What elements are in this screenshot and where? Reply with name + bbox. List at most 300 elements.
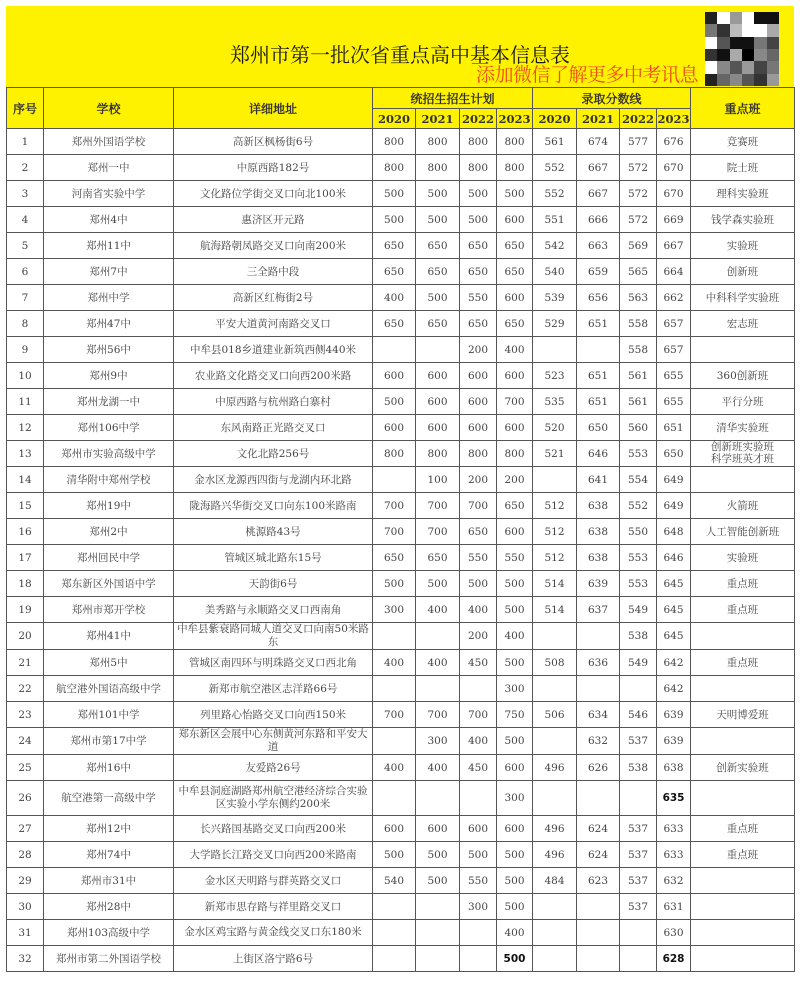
plan-value: 600 (416, 816, 460, 842)
plan-value: 750 (497, 702, 533, 728)
score-value: 651 (577, 363, 620, 389)
qr-code-icon (705, 12, 779, 86)
school-address: 中牟县紫衰路同城人道交叉口向南50米路东 (174, 623, 373, 650)
row-index: 4 (7, 207, 44, 233)
score-value: 630 (657, 920, 691, 946)
plan-value: 300 (373, 597, 416, 623)
key-class: 创新实验班 (691, 755, 795, 781)
plan-value: 650 (373, 311, 416, 337)
qr-pixel (730, 74, 742, 86)
score-value: 662 (657, 285, 691, 311)
table-row (7, 597, 795, 623)
score-value: 651 (577, 311, 620, 337)
key-class (691, 337, 795, 363)
key-class: 重点班 (691, 816, 795, 842)
plan-value: 500 (373, 571, 416, 597)
header-score-year: 2022 (620, 109, 657, 129)
plan-value: 800 (416, 129, 460, 155)
score-value: 642 (657, 676, 691, 702)
table-row (7, 311, 795, 337)
score-value: 635 (657, 781, 691, 816)
school-name: 郑州41中 (44, 623, 174, 650)
score-value: 538 (620, 623, 657, 650)
score-value: 657 (657, 311, 691, 337)
score-value (533, 337, 577, 363)
plan-value (460, 920, 497, 946)
table-row (7, 259, 795, 285)
table-row (7, 571, 795, 597)
table-row (7, 676, 795, 702)
score-value: 633 (657, 816, 691, 842)
school-name: 郑东新区外国语中学 (44, 571, 174, 597)
key-class: 竞赛班 (691, 129, 795, 155)
score-value: 641 (577, 467, 620, 493)
school-address: 惠济区开元路 (174, 207, 373, 233)
qr-pixel (705, 49, 717, 61)
header-index: 序号 (7, 88, 44, 129)
score-value: 523 (533, 363, 577, 389)
score-value: 537 (620, 728, 657, 755)
table-row (7, 467, 795, 493)
plan-value: 800 (373, 129, 416, 155)
plan-value: 400 (460, 728, 497, 755)
plan-value: 500 (373, 181, 416, 207)
school-name: 郑州101中学 (44, 702, 174, 728)
score-value (577, 920, 620, 946)
key-class (691, 868, 795, 894)
school-address: 中牟县018乡道建业新筑西侧440米 (174, 337, 373, 363)
score-value: 537 (620, 816, 657, 842)
score-value: 664 (657, 259, 691, 285)
score-value: 667 (577, 155, 620, 181)
score-value: 512 (533, 493, 577, 519)
school-address: 友爱路26号 (174, 755, 373, 781)
row-index: 7 (7, 285, 44, 311)
plan-value: 600 (460, 415, 497, 441)
row-index: 25 (7, 755, 44, 781)
qr-pixel (705, 12, 717, 24)
row-index: 32 (7, 946, 44, 972)
score-value: 549 (620, 597, 657, 623)
plan-value: 600 (416, 363, 460, 389)
score-value (533, 676, 577, 702)
score-value: 553 (620, 571, 657, 597)
table-row (7, 181, 795, 207)
row-index: 29 (7, 868, 44, 894)
plan-value: 600 (497, 363, 533, 389)
key-class: 实验班 (691, 233, 795, 259)
score-value: 563 (620, 285, 657, 311)
plan-value: 500 (497, 181, 533, 207)
school-address: 金水区鸡宝路与黄金线交叉口东180米 (174, 920, 373, 946)
qr-pixel (742, 61, 754, 73)
key-class: 重点班 (691, 650, 795, 676)
plan-value: 800 (416, 155, 460, 181)
school-name: 郑州11中 (44, 233, 174, 259)
table-row (7, 781, 795, 816)
school-name: 郑州一中 (44, 155, 174, 181)
key-class (691, 441, 795, 467)
plan-value: 550 (460, 545, 497, 571)
plan-value: 400 (416, 597, 460, 623)
score-value (577, 337, 620, 363)
row-index: 17 (7, 545, 44, 571)
score-value: 646 (657, 545, 691, 571)
qr-pixel (730, 61, 742, 73)
plan-value: 600 (497, 207, 533, 233)
plan-value: 650 (460, 519, 497, 545)
plan-value: 200 (497, 467, 533, 493)
key-class: 清华实验班 (691, 415, 795, 441)
score-value: 514 (533, 597, 577, 623)
score-value: 651 (577, 389, 620, 415)
score-value (620, 920, 657, 946)
score-value: 539 (533, 285, 577, 311)
row-index: 26 (7, 781, 44, 816)
key-class: 理科实验班 (691, 181, 795, 207)
qr-pixel (705, 61, 717, 73)
score-value (577, 623, 620, 650)
row-index: 9 (7, 337, 44, 363)
key-class: 重点班 (691, 597, 795, 623)
score-value: 626 (577, 755, 620, 781)
plan-value (416, 676, 460, 702)
row-index: 5 (7, 233, 44, 259)
school-info-table (6, 87, 795, 972)
plan-value: 650 (497, 311, 533, 337)
plan-value: 700 (460, 493, 497, 519)
plan-value: 500 (460, 207, 497, 233)
score-value: 645 (657, 571, 691, 597)
plan-value: 800 (373, 441, 416, 467)
qr-pixel (717, 37, 729, 49)
score-value: 537 (620, 842, 657, 868)
plan-value (416, 920, 460, 946)
plan-value: 800 (460, 441, 497, 467)
header-address: 详细地址 (174, 88, 373, 129)
plan-value: 650 (460, 259, 497, 285)
key-class (691, 920, 795, 946)
plan-value: 600 (416, 415, 460, 441)
school-name: 郑州5中 (44, 650, 174, 676)
score-value: 639 (657, 702, 691, 728)
table-row (7, 415, 795, 441)
plan-value (373, 920, 416, 946)
plan-value (416, 781, 460, 816)
school-name: 郑州市实验高级中学 (44, 441, 174, 467)
school-address: 美秀路与永顺路交叉口西南角 (174, 597, 373, 623)
key-class: 实验班 (691, 545, 795, 571)
school-address: 新郑市思存路与祥里路交叉口 (174, 894, 373, 920)
school-name: 郑州47中 (44, 311, 174, 337)
score-value: 667 (657, 233, 691, 259)
plan-value: 800 (497, 155, 533, 181)
qr-pixel (742, 37, 754, 49)
plan-value: 500 (460, 181, 497, 207)
row-index: 16 (7, 519, 44, 545)
school-address: 郑东新区会展中心东侧黄河东路和平安大道 (174, 728, 373, 755)
table-row (7, 285, 795, 311)
qr-pixel (717, 74, 729, 86)
score-value: 632 (657, 868, 691, 894)
qr-pixel (717, 61, 729, 73)
plan-value: 650 (460, 233, 497, 259)
score-value: 656 (577, 285, 620, 311)
score-value: 553 (620, 545, 657, 571)
school-name: 航空港第一高级中学 (44, 781, 174, 816)
plan-value (460, 781, 497, 816)
qr-pixel (754, 49, 766, 61)
row-index: 2 (7, 155, 44, 181)
qr-pixel (742, 49, 754, 61)
plan-value: 300 (460, 894, 497, 920)
plan-value: 500 (416, 571, 460, 597)
score-value: 639 (657, 728, 691, 755)
score-value: 558 (620, 337, 657, 363)
score-value: 508 (533, 650, 577, 676)
plan-value: 500 (416, 285, 460, 311)
plan-value: 500 (373, 842, 416, 868)
school-address: 航海路朝凤路交叉口向南200米 (174, 233, 373, 259)
school-address: 列里路心怡路交叉口向西150米 (174, 702, 373, 728)
plan-value (373, 467, 416, 493)
score-value: 676 (657, 129, 691, 155)
plan-value: 650 (416, 311, 460, 337)
qr-pixel (754, 37, 766, 49)
plan-value: 500 (497, 728, 533, 755)
score-value (620, 781, 657, 816)
plan-value: 400 (497, 623, 533, 650)
plan-value: 700 (416, 493, 460, 519)
plan-value: 650 (373, 259, 416, 285)
table-row (7, 441, 795, 467)
school-name: 郑州106中学 (44, 415, 174, 441)
school-address: 天韵街6号 (174, 571, 373, 597)
plan-value: 500 (497, 842, 533, 868)
row-index: 14 (7, 467, 44, 493)
plan-value: 700 (460, 702, 497, 728)
plan-value: 500 (497, 597, 533, 623)
row-index: 13 (7, 441, 44, 467)
key-class (691, 728, 795, 755)
score-value: 577 (620, 129, 657, 155)
plan-value: 800 (416, 441, 460, 467)
plan-value: 550 (460, 868, 497, 894)
row-index: 12 (7, 415, 44, 441)
qr-pixel (742, 24, 754, 36)
table-row (7, 493, 795, 519)
qr-pixel (705, 37, 717, 49)
score-value: 638 (577, 519, 620, 545)
plan-value: 600 (497, 816, 533, 842)
table-row (7, 650, 795, 676)
plan-value (460, 946, 497, 972)
plan-value (416, 894, 460, 920)
plan-value: 800 (497, 441, 533, 467)
score-value: 572 (620, 207, 657, 233)
school-name: 河南省实验中学 (44, 181, 174, 207)
plan-value: 650 (497, 259, 533, 285)
header-plan-year: 2020 (373, 109, 416, 129)
qr-pixel (754, 24, 766, 36)
plan-value: 800 (460, 155, 497, 181)
qr-pixel (742, 12, 754, 24)
plan-value: 650 (497, 493, 533, 519)
plan-value: 400 (460, 597, 497, 623)
qr-pixel (730, 12, 742, 24)
score-value: 659 (577, 259, 620, 285)
key-class: 人工智能创新班 (691, 519, 795, 545)
score-value (577, 894, 620, 920)
wechat-promo-text: 添加微信了解更多中考讯息 (476, 64, 699, 86)
school-address: 桃源路43号 (174, 519, 373, 545)
plan-value: 500 (373, 389, 416, 415)
score-value: 569 (620, 233, 657, 259)
table-row (7, 755, 795, 781)
school-address: 中牟县洞庭湖路郑州航空港经济综合实验区实验小学东侧约200米 (174, 781, 373, 816)
plan-value (373, 337, 416, 363)
qr-pixel (754, 61, 766, 73)
score-value: 537 (620, 868, 657, 894)
school-address: 平安大道黄河南路交叉口 (174, 311, 373, 337)
school-address: 三全路中段 (174, 259, 373, 285)
plan-value: 550 (497, 545, 533, 571)
row-index: 20 (7, 623, 44, 650)
key-class: 重点班 (691, 571, 795, 597)
school-name: 航空港外国语高级中学 (44, 676, 174, 702)
row-index: 1 (7, 129, 44, 155)
row-index: 21 (7, 650, 44, 676)
school-name: 郑州外国语学校 (44, 129, 174, 155)
score-value (620, 676, 657, 702)
score-value: 560 (620, 415, 657, 441)
school-name: 郑州19中 (44, 493, 174, 519)
row-index: 10 (7, 363, 44, 389)
plan-value (416, 946, 460, 972)
score-value: 561 (533, 129, 577, 155)
table-row (7, 545, 795, 571)
score-value (533, 946, 577, 972)
school-name: 郑州12中 (44, 816, 174, 842)
score-value: 520 (533, 415, 577, 441)
score-value: 561 (620, 389, 657, 415)
score-value: 637 (577, 597, 620, 623)
school-address: 高新区枫杨街6号 (174, 129, 373, 155)
plan-value: 800 (373, 155, 416, 181)
score-value: 535 (533, 389, 577, 415)
score-value (577, 946, 620, 972)
plan-value: 600 (373, 415, 416, 441)
plan-value: 500 (416, 842, 460, 868)
qr-pixel (717, 49, 729, 61)
qr-pixel (767, 61, 779, 73)
score-value: 550 (620, 519, 657, 545)
qr-pixel (754, 74, 766, 86)
plan-value: 500 (497, 650, 533, 676)
score-value: 632 (577, 728, 620, 755)
score-value (533, 920, 577, 946)
score-value: 655 (657, 363, 691, 389)
score-value: 514 (533, 571, 577, 597)
plan-value: 500 (460, 842, 497, 868)
score-value: 651 (657, 415, 691, 441)
plan-value: 700 (373, 702, 416, 728)
school-name: 郑州16中 (44, 755, 174, 781)
plan-value: 100 (416, 467, 460, 493)
score-value: 554 (620, 467, 657, 493)
score-value: 638 (657, 755, 691, 781)
plan-value: 400 (373, 650, 416, 676)
key-class: 创新班 (691, 259, 795, 285)
plan-value: 600 (497, 755, 533, 781)
table-row (7, 207, 795, 233)
key-class-label: 创新班实验班 科学班英才班 (711, 441, 775, 465)
key-class: 火箭班 (691, 493, 795, 519)
score-value: 496 (533, 842, 577, 868)
plan-value: 300 (416, 728, 460, 755)
score-value: 552 (620, 493, 657, 519)
score-value: 572 (620, 181, 657, 207)
plan-value: 650 (373, 545, 416, 571)
plan-value: 400 (497, 920, 533, 946)
qr-pixel (754, 12, 766, 24)
key-class: 重点班 (691, 842, 795, 868)
plan-value: 650 (497, 233, 533, 259)
plan-value: 200 (460, 337, 497, 363)
score-value: 646 (577, 441, 620, 467)
score-value: 657 (657, 337, 691, 363)
table-row (7, 155, 795, 181)
school-name: 清华附中郑州学校 (44, 467, 174, 493)
page-title: 郑州市第一批次省重点高中基本信息表 (230, 43, 570, 67)
school-address: 新郑市航空港区志洋路66号 (174, 676, 373, 702)
score-value: 484 (533, 868, 577, 894)
plan-value: 700 (497, 389, 533, 415)
score-value: 666 (577, 207, 620, 233)
plan-value: 400 (497, 337, 533, 363)
score-value: 639 (577, 571, 620, 597)
plan-value: 600 (373, 363, 416, 389)
school-name: 郑州市31中 (44, 868, 174, 894)
row-index: 8 (7, 311, 44, 337)
score-value: 624 (577, 816, 620, 842)
score-value: 667 (577, 181, 620, 207)
score-value: 496 (533, 755, 577, 781)
score-value (533, 467, 577, 493)
table-body (7, 129, 795, 972)
key-class: 平行分班 (691, 389, 795, 415)
plan-value: 300 (497, 676, 533, 702)
score-value: 636 (577, 650, 620, 676)
plan-value: 700 (373, 519, 416, 545)
score-value: 649 (657, 467, 691, 493)
score-value: 623 (577, 868, 620, 894)
row-index: 11 (7, 389, 44, 415)
key-class (691, 946, 795, 972)
table-row (7, 519, 795, 545)
row-index: 27 (7, 816, 44, 842)
school-address: 陇海路兴华街交叉口向东100米路南 (174, 493, 373, 519)
plan-value: 800 (497, 129, 533, 155)
score-value: 496 (533, 816, 577, 842)
school-address: 文化北路256号 (174, 441, 373, 467)
header-plan-group: 统招生招生计划 (373, 88, 533, 109)
score-value: 674 (577, 129, 620, 155)
plan-value: 400 (373, 755, 416, 781)
header-score-year: 2020 (533, 109, 577, 129)
key-class: 宏志班 (691, 311, 795, 337)
row-index: 23 (7, 702, 44, 728)
